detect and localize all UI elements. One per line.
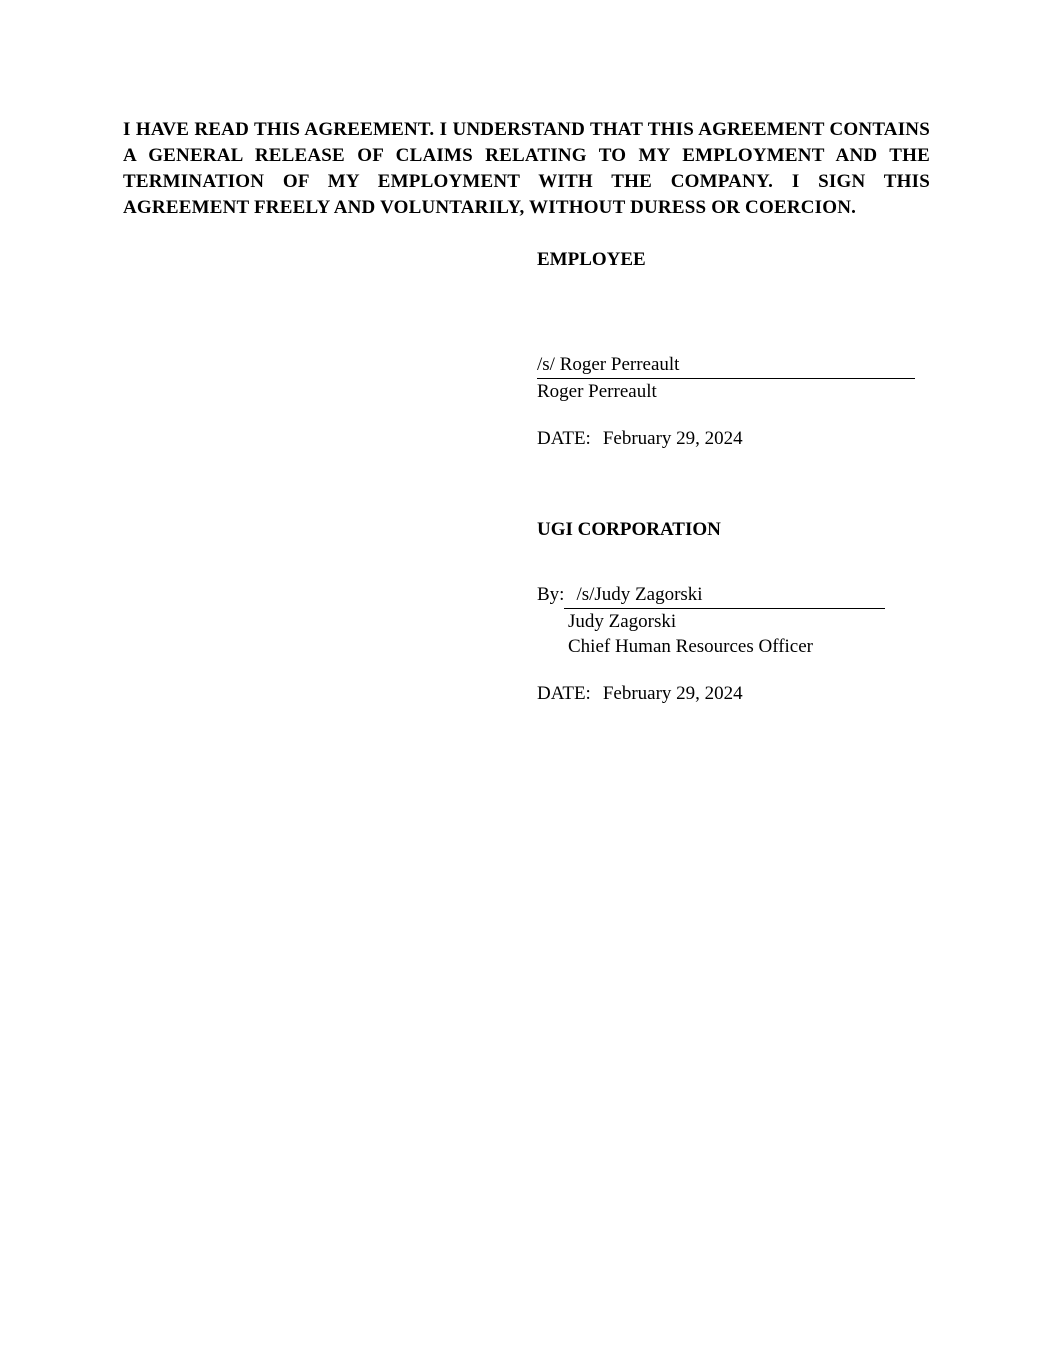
company-printed-name: Judy Zagorski [568,611,677,632]
employee-heading: EMPLOYEE [537,249,646,270]
company-signature-line [537,582,930,609]
company-date-line [537,681,930,706]
employee-printed-name: Roger Perreault [537,381,657,402]
company-heading: UGI CORPORATION [537,519,721,540]
employee-signature-line [537,352,930,379]
company-date-label: DATE: [537,683,591,704]
signature-column [537,247,930,706]
company-signer-title: Chief Human Resources Officer [568,636,813,657]
company-signature: /s/Judy Zagorski [564,582,885,609]
employee-date-label: DATE: [537,428,591,449]
company-by-label: By: [537,584,565,605]
employee-date-value: February 29, 2024 [602,428,743,449]
employee-date-line [537,426,930,451]
company-date-value: February 29, 2024 [602,683,743,704]
employee-signature: /s/ Roger Perreault [537,352,915,379]
acknowledgment-paragraph: I HAVE READ THIS AGREEMENT. I UNDERSTAND THAT THIS AGREEMENT CONTAINS A GENERAL RELEASE OF CLAIMS RELATING TO MY EMPLOYMENT AND THE TERMINATION OF MY EMPLOYMENT WITH THE COMPANY. I SIGN THIS AGREEMENT FREELY AND VOLUNTARILY, WITHOUT DURESS OR COERCION. [123,119,930,218]
